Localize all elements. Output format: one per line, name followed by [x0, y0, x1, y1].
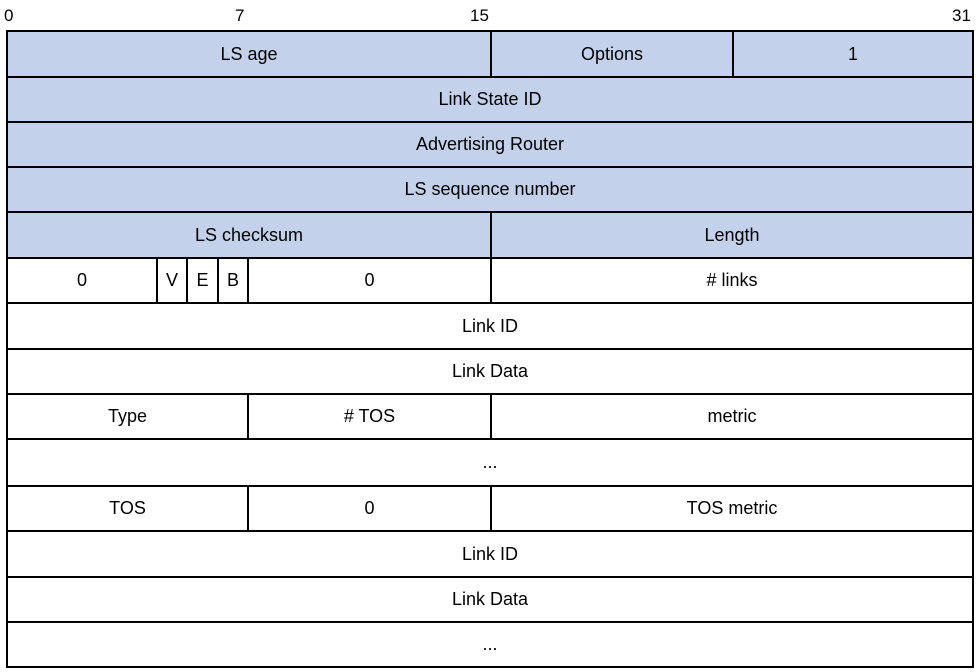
bit-label-31: 31 [952, 6, 971, 25]
link-id-row-1 [6, 302, 974, 348]
tos-row [6, 485, 974, 530]
type-field: Type [6, 393, 247, 438]
bit-label-0: 0 [4, 6, 14, 25]
tos-field: TOS [6, 485, 247, 530]
ellipsis-field: ... [6, 438, 974, 485]
bit-label-15: 15 [470, 6, 489, 25]
link-data-row-2 [6, 576, 974, 621]
header-row-3 [6, 121, 974, 166]
ellipsis-row-1 [6, 438, 974, 485]
flag-v: V [156, 257, 186, 302]
link-id-field: Link ID [6, 530, 974, 576]
link-id-field: Link ID [6, 302, 974, 348]
ls-type-field: 1 [732, 30, 974, 76]
length-field: Length [490, 211, 974, 257]
metric-field: metric [490, 393, 974, 438]
header-row-2 [6, 76, 974, 121]
header-row-1 [6, 30, 974, 76]
num-links-field: # links [490, 257, 974, 302]
header-row-5 [6, 211, 974, 257]
link-state-id-field: Link State ID [6, 76, 974, 121]
options-field: Options [490, 30, 732, 76]
link-data-row-1 [6, 348, 974, 393]
flags-reserved-right: 0 [247, 257, 490, 302]
flags-reserved-left: 0 [6, 257, 156, 302]
num-tos-field: # TOS [247, 393, 490, 438]
ls-checksum-field: LS checksum [6, 211, 490, 257]
link-id-row-2 [6, 530, 974, 576]
flag-e: E [186, 257, 217, 302]
advertising-router-field: Advertising Router [6, 121, 974, 166]
tos-metric-field: TOS metric [490, 485, 974, 530]
ellipsis-field: ... [6, 621, 974, 668]
flags-row [6, 257, 974, 302]
link-data-field: Link Data [6, 576, 974, 621]
link-data-field: Link Data [6, 348, 974, 393]
ellipsis-row-2 [6, 621, 974, 668]
ls-age-field: LS age [6, 30, 490, 76]
bit-label-7: 7 [235, 6, 245, 25]
tos-reserved-field: 0 [247, 485, 490, 530]
header-row-4 [6, 166, 974, 211]
ls-sequence-number-field: LS sequence number [6, 166, 974, 211]
type-row [6, 393, 974, 438]
flag-b: B [217, 257, 247, 302]
